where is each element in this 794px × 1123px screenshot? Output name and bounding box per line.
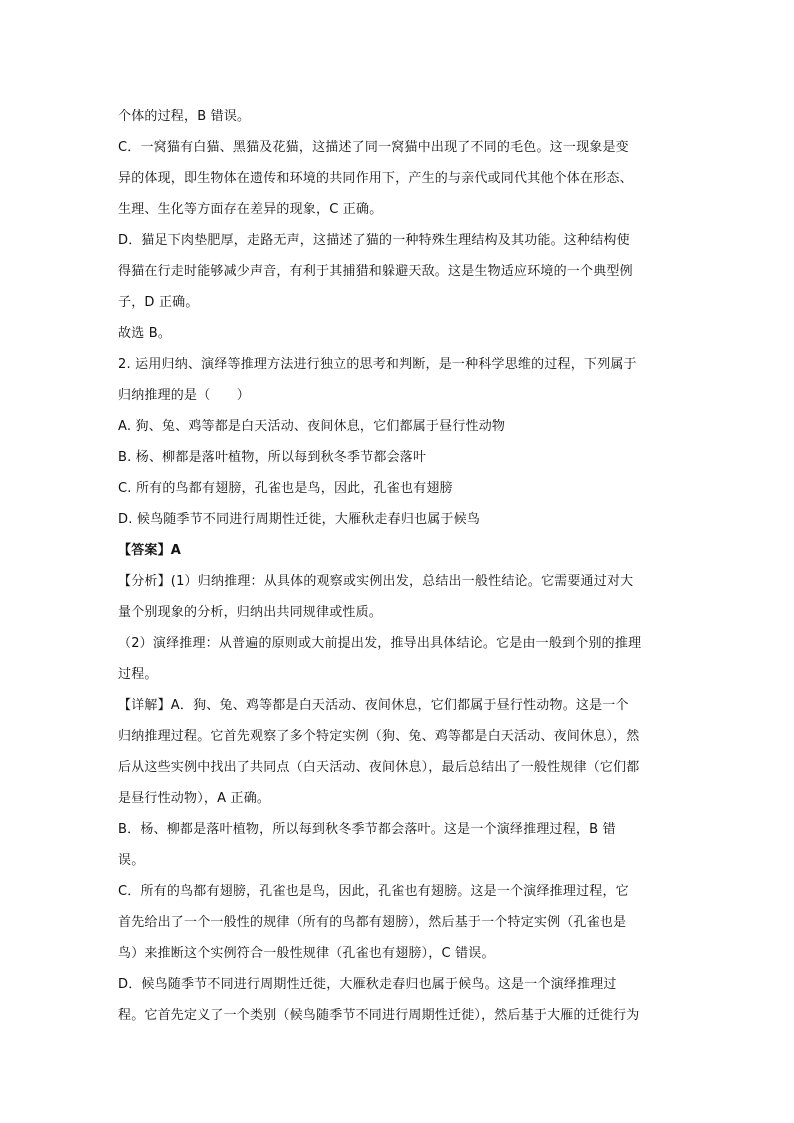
option-b: B. 杨、柳都是落叶植物，所以每到秋冬季节都会落叶 [118,450,427,465]
analysis-line: 量个别现象的分析，归纳出共同规律或性质。 [118,605,383,620]
detail-line: 鸟）来推断这个实例符合一般性规律（孔雀也有翅膀），C 错误。 [118,946,495,961]
text-line: 子，D 正确。 [118,295,199,310]
text-line: 异的体现，即生物体在遗传和环境的共同作用下，产生的与亲代或同代其他个体在形态、 [118,171,633,186]
text-line: 得猫在行走时能够减少声音，有利于其捕猎和躲避天敌。这是生物适应环境的一个典型例 [118,264,633,279]
document-body [118,101,678,1031]
detail-line: 是昼行性动物），A 正确。 [118,791,271,806]
text-line: 个体的过程，B 错误。 [118,109,251,124]
analysis-line: （2）演绎推理：从普遍的原则或大前提出发，推导出具体结论。它是由一般到个别的推理 [118,636,642,651]
option-a: A. 狗、兔、鸡等都是白天活动、夜间休息，它们都属于昼行性动物 [118,419,506,434]
text-line: 生理、生化等方面存在差异的现象，C 正确。 [118,202,383,217]
detail-line: C．所有的鸟都有翅膀，孔雀也是鸟，因此，孔雀也有翅膀。这是一个演绎推理过程，它 [118,884,629,899]
detail-line: 首先给出了一个一般性的规律（所有的鸟都有翅膀），然后基于一个特定实例（孔雀也是 [118,915,627,930]
analysis-line: 【分析】(1）归纳推理：从具体的观察或实例出发，总结出一般性结论。它需要通过对大 [118,574,634,589]
question-stem-line: 2. 运用归纳、演绎等推理方法进行独立的思考和判断，是一种科学思维的过程，下列属于 [118,357,637,372]
detail-line: 误。 [118,853,145,868]
text-line: 故选 B。 [118,326,172,341]
detail-line: 后从这些实例中找出了共同点（白天活动、夜间休息），最后总结出了一般性规律（它们都 [118,760,640,775]
detail-line: D．候鸟随季节不同进行周期性迁徙，大雁秋走春归也属于候鸟。这是一个演绎推理过 [118,977,617,992]
detail-line: 归纳推理过程。它首先观察了多个特定实例（狗、兔、鸡等都是白天活动、夜间休息），然 [118,729,640,744]
answer-line: 【答案】A [118,543,182,558]
option-c: C. 所有的鸟都有翅膀，孔雀也是鸟，因此，孔雀也有翅膀 [118,481,453,496]
option-d: D. 候鸟随季节不同进行周期性迁徙，大雁秋走春归也属于候鸟 [118,512,481,527]
detail-line: 【详解】A．狗、兔、鸡等都是白天活动、夜间休息，它们都属于昼行性动物。这是一个 [118,698,629,713]
analysis-line: 过程。 [118,667,158,682]
detail-line: 程。它首先定义了一个类别（候鸟随季节不同进行周期性迁徙），然后基于大雁的迁徙行为 [118,1008,640,1023]
detail-line: B．杨、柳都是落叶植物，所以每到秋冬季节都会落叶。这是一个演绎推理过程，B 错 [118,822,616,837]
text-line: C．一窝猫有白猫、黑猫及花猫，这描述了同一窝猫中出现了不同的毛色。这一现象是变 [118,140,629,155]
text-line: D．猫足下肉垫肥厚，走路无声，这描述了猫的一种特殊生理结构及其功能。这种结构使 [118,233,630,248]
question-stem-line: 归纳推理的是（ ） [118,388,251,403]
